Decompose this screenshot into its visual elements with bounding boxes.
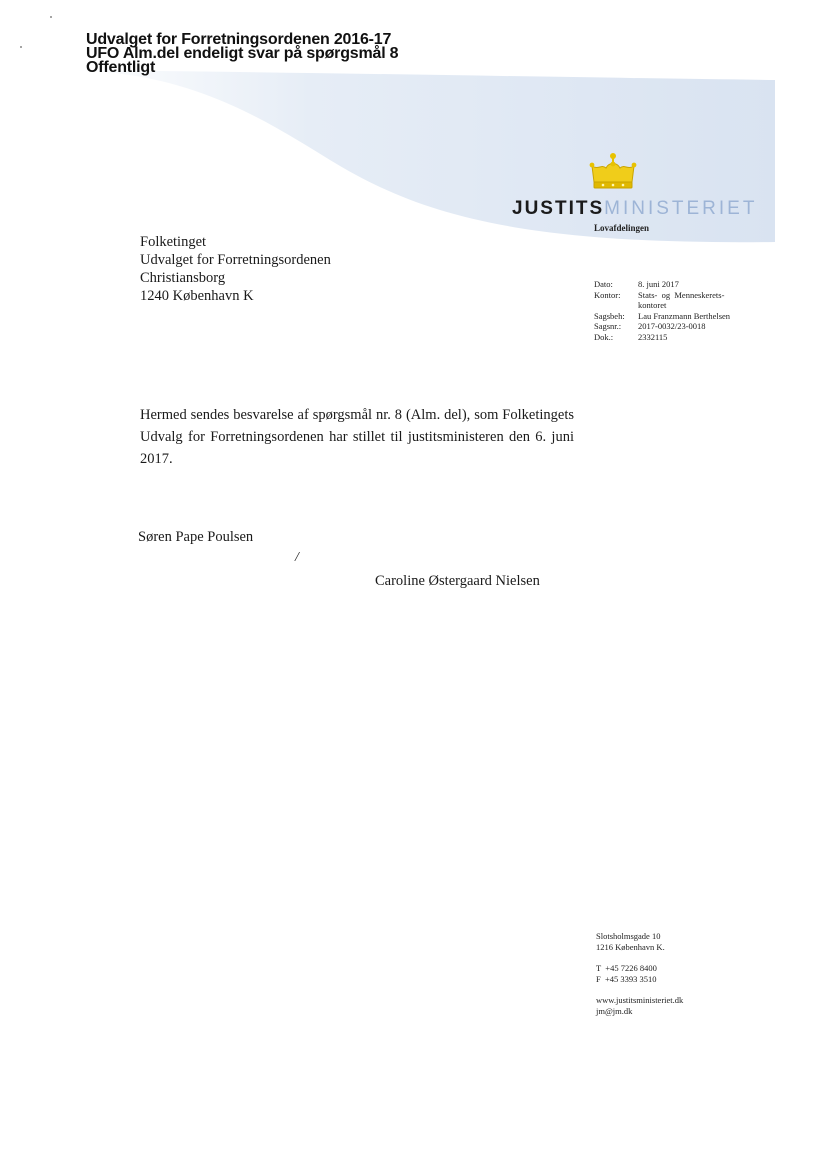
logo-light-text: MINISTERIET — [604, 198, 758, 219]
footer-email: jm@jm.dk — [596, 1005, 633, 1016]
meta-value: 8. juni 2017 — [638, 279, 679, 289]
meta-row-office — [594, 290, 764, 311]
scan-speck — [50, 16, 52, 18]
ministry-logo — [512, 198, 757, 220]
footer-fax: F +45 3393 3510 — [596, 973, 657, 984]
stamp-status: Offentligt — [86, 59, 156, 76]
meta-value: 2332115 — [638, 331, 668, 342]
stamp-committee: Udvalget for Forretningsordenen 2016-17 — [86, 31, 392, 48]
meta-value-line: Stats- og Menneskerets- — [638, 289, 725, 300]
meta-value: Lau Franzmann Berthelsen — [638, 310, 731, 321]
footer-street: Slotsholmsgade 10 — [596, 931, 661, 941]
document-stamp — [86, 33, 398, 75]
meta-label: Sagsbeh: — [594, 310, 625, 321]
recipient-line: Udvalget for Forretningsordenen — [140, 252, 331, 268]
recipient-line: Folketinget — [140, 234, 207, 250]
meta-label: Sagsnr.: — [594, 321, 622, 332]
department-name: Lovafdelingen — [594, 223, 650, 233]
recipient-address — [140, 233, 331, 305]
meta-value: 2017-0032/23-0018 — [638, 321, 706, 332]
case-metadata — [594, 279, 764, 343]
recipient-line: Christiansborg — [140, 270, 226, 286]
footer-phone: T +45 7226 8400 — [596, 963, 657, 973]
meta-row-document — [594, 332, 764, 343]
letter-body: Hermed sendes besvarelse af spørgsmål nr. 8 (Alm. del), som Folketingets Udvalg for Forretningsordenen har stillet til justitsministeren den 6. juni 2017. — [140, 407, 574, 467]
meta-label: Dok.: — [594, 331, 614, 342]
crown-icon — [588, 152, 638, 192]
meta-value — [638, 290, 764, 311]
meta-row-caseworker — [594, 311, 764, 322]
meta-label: Kontor: — [594, 289, 621, 300]
footer-website: www.justitsministeriet.dk — [596, 995, 684, 1005]
ministry-contact-footer — [596, 931, 683, 1016]
signature-minister: Søren Pape Poulsen — [138, 529, 254, 545]
meta-row-case-number — [594, 321, 764, 332]
footer-city: 1216 København K. — [596, 941, 665, 952]
stamp-reference: UFO Alm.del endeligt svar på spørgsmål 8 — [86, 45, 399, 62]
meta-row-date — [594, 279, 764, 290]
recipient-line: 1240 København K — [140, 288, 254, 304]
meta-value-line: kontoret — [638, 300, 667, 311]
signature-separator: / — [295, 550, 299, 565]
signature-official: Caroline Østergaard Nielsen — [375, 573, 540, 589]
meta-label: Dato: — [594, 279, 613, 289]
scan-speck — [20, 46, 22, 48]
logo-bold-text: JUSTITS — [512, 198, 605, 219]
